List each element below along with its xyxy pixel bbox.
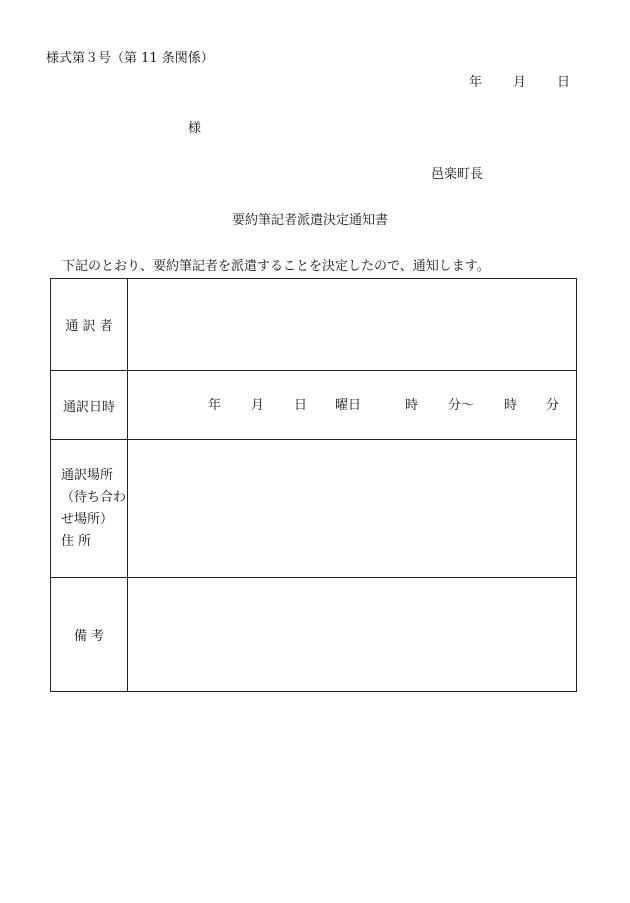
dt-minute-start: 分～ (448, 398, 475, 413)
place-label-line1: 通訳場所 (61, 467, 114, 483)
place-row (51, 440, 577, 578)
year-label: 年 (469, 75, 483, 90)
notice-table (50, 278, 577, 692)
remarks-row (51, 578, 577, 692)
remarks-value-cell (128, 578, 577, 692)
issue-date (469, 76, 570, 89)
interpreter-row (51, 279, 577, 371)
place-label-line3: せ場所） (61, 511, 114, 527)
recipient-honorific: 様 (188, 121, 202, 136)
dt-minute-end: 分 (546, 398, 560, 413)
interpreter-value-cell (128, 279, 577, 371)
datetime-label: 通訳日時 (51, 371, 128, 440)
dt-month: 月 (251, 398, 265, 413)
datetime-row (51, 371, 577, 440)
place-label-line4: 住 所 (61, 533, 92, 549)
remarks-label: 備 考 (51, 578, 128, 692)
document-title: 要約筆記者派遣決定通知書 (232, 213, 389, 228)
datetime-value-cell (128, 371, 577, 440)
place-label-line2: （待ち合わ (61, 489, 127, 505)
month-label: 月 (513, 75, 527, 90)
dt-hour-end: 時 (504, 398, 518, 413)
place-value-cell (128, 440, 577, 578)
dt-year: 年 (208, 398, 222, 413)
day-label: 日 (557, 75, 571, 90)
dt-weekday: 曜日 (335, 398, 362, 413)
interpreter-label: 通 訳 者 (51, 279, 128, 371)
dt-day: 日 (294, 398, 308, 413)
form-number-label: 様式第３号（第 11 条関係） (46, 51, 214, 66)
place-label (51, 440, 128, 578)
intro-text: 下記のとおり、要約筆記者を派遣することを決定したので、通知します。 (62, 259, 490, 274)
issuer-name: 邑楽町長 (431, 167, 484, 182)
dt-hour-start: 時 (405, 398, 419, 413)
